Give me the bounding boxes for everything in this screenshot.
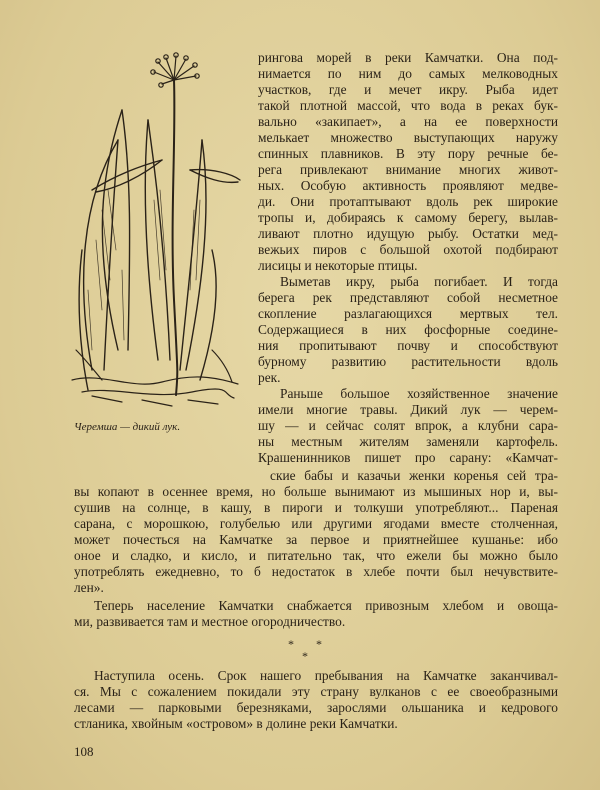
text-line: оное и сладко, и кисло, и питательно так, что ежели бы можно было (74, 548, 558, 563)
text-line: ми, развивается там и местное огородничество. (74, 614, 346, 629)
separator-star: * (316, 637, 322, 651)
separator-star: * (302, 649, 308, 663)
text-line: ские бабы и казачьи женки коренья сей тра- (270, 468, 558, 483)
text-line: нимается по ним до самых мелководных (258, 66, 558, 81)
text-line: имели многие травы. Дикий лук — черем- (258, 402, 558, 417)
text-line: берега рек представляют собой несметное (258, 290, 558, 305)
text-line: рек. (258, 370, 281, 385)
text-line: ных. Особую активность проявляют медве- (258, 178, 558, 193)
text-line: бурному развитию растительности вдоль (258, 354, 558, 369)
text-line: рега привлекают внимание многих живот- (258, 162, 558, 177)
text-line: может почесться на Камчатке за первое и приятнейшее кушанье: ибо (74, 532, 558, 547)
text-line: ны местным жителям заменяли картофель. (258, 434, 558, 449)
text-line: Раньше большое хозяйственное значение (280, 386, 558, 401)
text-line: вально «закипает», а на ее поверхности (258, 114, 558, 129)
text-line: мелькает множество выступающих наружу (258, 130, 558, 145)
text-line: ди. Они протаптывают вдоль рек широкие (258, 194, 558, 209)
text-line: сарана, с морошкою, голубелью или другими ягодами вместе столченная, (74, 516, 558, 531)
text-line: лисицы и некоторые птицы. (258, 258, 418, 273)
text-line: Наступила осень. Срок нашего пребывания на Камчатке заканчивал- (94, 668, 558, 683)
page-number: 108 (74, 744, 94, 759)
text-line: употреблять ежедневно, то б недостаток в хлебе почти был нечувствите- (74, 564, 558, 579)
text-line: лесами — парковыми березняками, зарослями ольшаника и кедрового (74, 700, 558, 715)
text-line: ливают плотно идущую рыбу. Остатки мед- (258, 226, 558, 241)
text-line: скопление разлагающихся мертвых тел. (258, 306, 558, 321)
figure-caption: Черемша — дикий лук. (74, 421, 181, 433)
text-line: такой плотной массой, что вода в реках бук- (258, 98, 558, 113)
text-line: вы копают в осеннее время, но больше вынимают из мышиных нор и, вы- (74, 484, 558, 499)
text-line: рингова морей в реки Камчатки. Она под- (258, 50, 558, 65)
wild-garlic-illustration (62, 50, 242, 410)
text-line: Крашенинников пишет про сарану: «Камчат- (258, 450, 558, 465)
text-line: сушив на солнце, в кашу, в пироги и толкуши употребляют... Пареная (74, 500, 558, 515)
text-line: участков, где и мечет икру. Рыба идет (258, 82, 558, 97)
separator-star: * (288, 637, 294, 651)
text-line: шу — и сейчас солят впрок, а клубни сара- (258, 418, 558, 433)
text-line: спинных плавников. В эту пору речные бе- (258, 146, 558, 161)
text-line: лен». (74, 580, 104, 595)
text-line: ся. Мы с сожалением покидали эту страну вулканов с ее своеобразными (74, 684, 558, 699)
text-line: Содержащиеся в них фосфорные соедине- (258, 322, 558, 337)
text-line: ния пропитывают почву и способствуют (258, 338, 558, 353)
text-line: Выметав икру, рыба погибает. И тогда (280, 274, 558, 289)
text-line: тропы и, добираясь к самому берегу, вылав- (258, 210, 558, 225)
text-line: Теперь население Камчатки снабжается привозным хлебом и овоща- (94, 598, 558, 613)
text-line: стланика, хвойным «островом» в долине реки Камчатки. (74, 716, 398, 731)
text-line: вежьих пиров с большой охотой подбирают (258, 242, 558, 257)
